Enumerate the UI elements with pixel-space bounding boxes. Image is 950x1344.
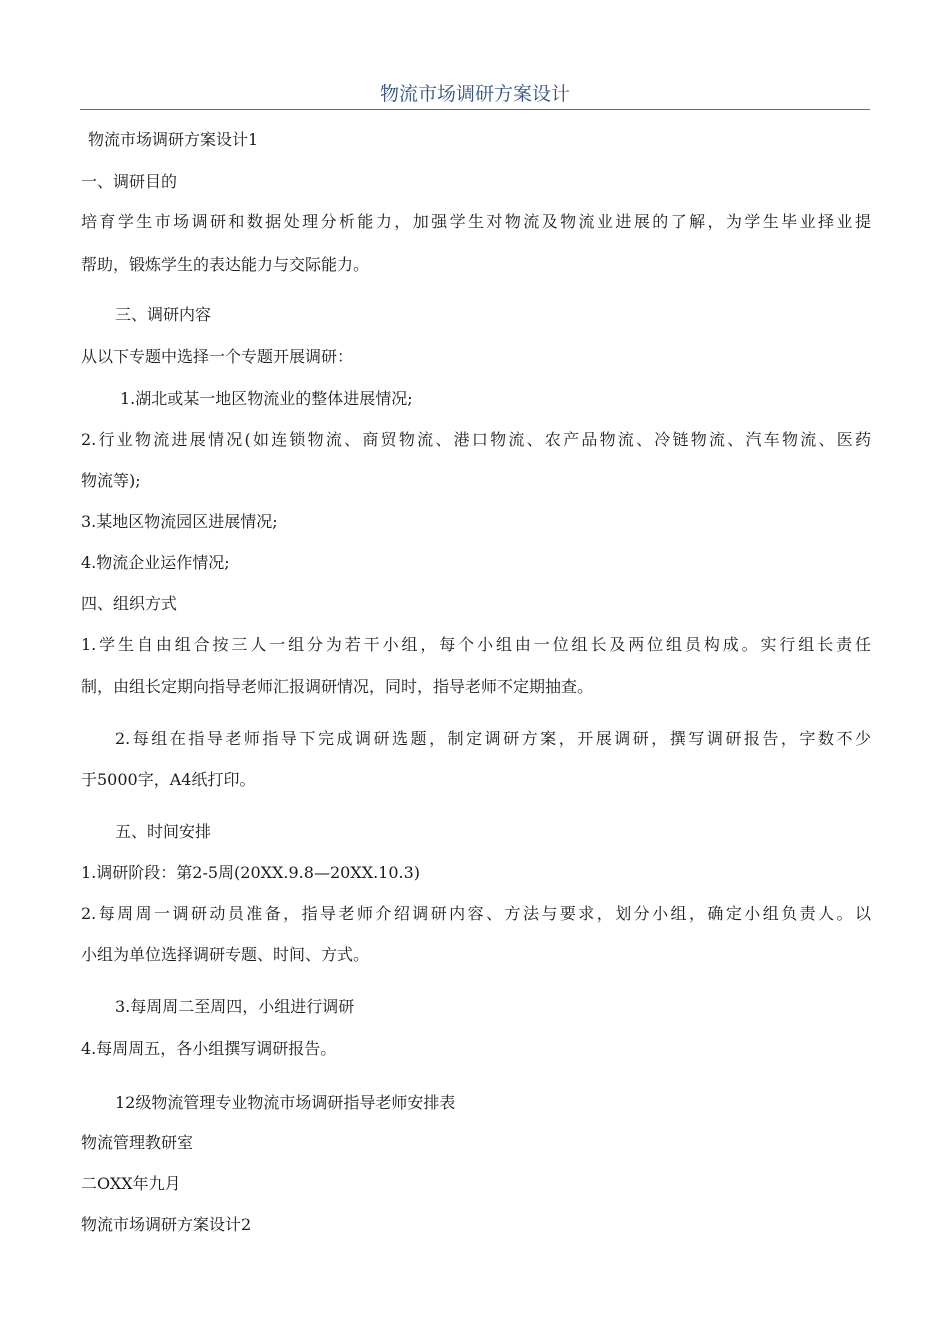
table-caption: 12级物流管理专业物流市场调研指导老师安排表: [115, 1093, 456, 1112]
heading-research-purpose: 一、调研目的: [81, 172, 178, 191]
list-item: 1.湖北或某一地区物流业的整体进展情况;: [120, 389, 413, 408]
heading-research-content: 三、调研内容: [115, 305, 212, 324]
heading-organization: 四、组织方式: [81, 594, 178, 613]
list-item: 3.每周周二至周四，小组进行调研: [115, 997, 355, 1016]
section-heading-design-1: 物流市场调研方案设计1: [88, 130, 259, 149]
section-heading-design-2: 物流市场调研方案设计2: [81, 1215, 252, 1234]
date-line: 二OXX年九月: [81, 1174, 181, 1193]
paragraph-line: 从以下专题中选择一个专题开展调研：: [81, 347, 354, 366]
list-item-continuation: 制，由组长定期向指导老师汇报调研情况，同时，指导老师不定期抽查。: [81, 677, 594, 696]
list-item: 4.每周周五，各小组撰写调研报告。: [81, 1039, 337, 1058]
list-item-continuation: 于5000字，A4纸打印。: [81, 770, 256, 789]
list-item: 4.物流企业运作情况;: [81, 553, 230, 572]
list-item: 2.每周周一调研动员准备，指导老师介绍调研内容、方法与要求，划分小组，确定小组负责人。以: [81, 904, 871, 923]
list-item: 2.行业物流进展情况(如连锁物流、商贸物流、港口物流、农产品物流、冷链物流、汽车物流、医药: [81, 430, 871, 449]
list-item: 1.学生自由组合按三人一组分为若干小组，每个小组由一位组长及两位组员构成。实行组长责任: [81, 635, 871, 654]
list-item-continuation: 物流等);: [81, 471, 141, 490]
heading-schedule: 五、时间安排: [115, 822, 212, 841]
header-divider: [80, 109, 870, 110]
list-item: 3.某地区物流园区进展情况;: [81, 512, 278, 531]
paragraph-line: 培育学生市场调研和数据处理分析能力，加强学生对物流及物流业进展的了解，为学生毕业择业提: [81, 212, 871, 231]
department-name: 物流管理教研室: [81, 1133, 194, 1152]
list-item: 1.调研阶段：第2-5周(20XX.9.8—20XX.10.3): [81, 863, 421, 882]
list-item: 2.每组在指导老师指导下完成调研选题，制定调研方案，开展调研，撰写调研报告，字数不少: [115, 729, 871, 748]
list-item-continuation: 小组为单位选择调研专题、时间、方式。: [81, 945, 370, 964]
page-header-title: 物流市场调研方案设计: [379, 83, 570, 105]
paragraph-line: 帮助，锻炼学生的表达能力与交际能力。: [81, 255, 370, 274]
